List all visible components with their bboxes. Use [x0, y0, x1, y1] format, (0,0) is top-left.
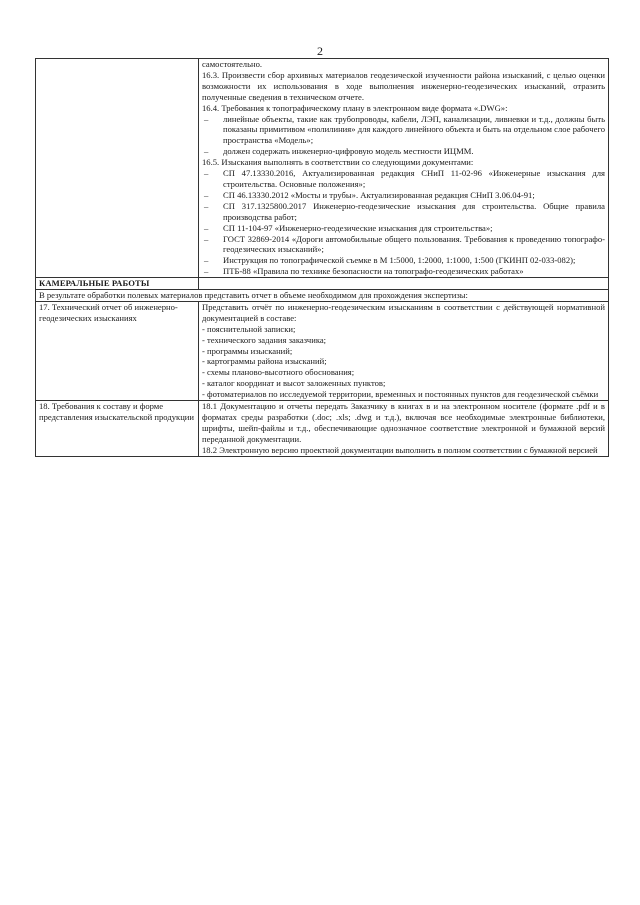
paragraph-16-3: 16.3. Произвести сбор архивных материалов геодезической изученности района изысканий, с целью оценки возможности их использования в ходе выполнения инженерно-геодезических изысканий, отразить полученные сведения в техническом отчете. — [202, 69, 605, 102]
list-item-text: линейные объекты, такие как трубопроводы, кабели, ЛЭП, канализации, ливневки и т.д., должны быть показаны примитивом «полилиния» для каждого линейного объекта и быть на отдельном слое рабочего пространства «Модель»; — [223, 113, 605, 146]
row-18-content — [199, 401, 609, 457]
paragraph-18-1: 18.1 Документацию и отчеты передать Заказчику в книгах в и на электронном носителе (формате .pdf и в форматах среды разработки (.doc; .xls; .dwg и т.д.), включая все необходимые электронные библиотеки, шрифты, шейп-файлы и т.д., обеспечивающие однозначное соответствие электронной и бумажной версий переданной документации. — [202, 401, 605, 444]
list-item — [202, 266, 605, 277]
paragraph-18-2: 18.2 Электронную версию проектной документации выполнить в полном соответствии с бумажной версией — [202, 444, 598, 455]
list-item-text: ГОСТ 32869-2014 «Дороги автомобильные общего пользования. Требования к проведению топографо-геодезических изысканий»; — [223, 233, 605, 255]
list-item-text: СП 46.13330.2012 «Мосты и трубы». Актуализированная редакция СНиП 3.06.04-91; — [223, 189, 535, 200]
list-item: - каталог координат и высот заложенных пунктов; — [202, 378, 386, 389]
dash-marker: – — [204, 189, 209, 200]
list-item-text: должен содержать инженерно-цифровую модель местности ИЦММ. — [223, 146, 474, 157]
content-cell-16 — [199, 59, 609, 278]
list-item-text: Инструкция по топографической съемке в М 1:5000, 1:2000, 1:1000, 1:500 (ГКИНП 02-033-082); — [223, 255, 576, 266]
requirements-table — [35, 58, 609, 457]
list-item-text: ПТБ-88 «Правила по технике безопасности на топографо-геодезических работах» — [223, 266, 524, 277]
dash-marker: – — [204, 266, 209, 277]
list-item-text: СП 47.13330.2016, Актуализированная редакция СНиП 11-02-96 «Инженерные изыскания для строительства. Основные положения»; — [223, 168, 605, 189]
row-17-intro: Представить отчёт по инженерно-геодезическим изысканиям в соответствии с действующей нормативной документацией в составе: — [202, 301, 605, 323]
list-item — [202, 255, 605, 266]
dash-marker: – — [204, 168, 209, 179]
paragraph-continued: самостоятельно. — [202, 59, 263, 69]
dash-marker: – — [204, 146, 209, 157]
table-row-section — [36, 278, 609, 290]
dash-marker: – — [204, 233, 209, 244]
paragraph-16-5: 16.5. Изыскания выполнять в соответствии со следующими документами: — [202, 157, 474, 168]
list-item: - фотоматериалов по исследуемой территории, временных и постоянных пунктов для геодезической съёмки — [202, 389, 599, 400]
section-title-empty-cell — [199, 278, 609, 290]
table-row-17 — [36, 301, 609, 400]
list-item: - пояснительной записки; — [202, 323, 296, 334]
dash-marker: – — [204, 222, 209, 233]
page-number: 2 — [317, 44, 323, 58]
table-row-continuation — [36, 59, 609, 278]
list-item: - схемы планово-высотного обоснования; — [202, 367, 355, 378]
list-item — [202, 146, 605, 157]
list-item — [202, 168, 605, 190]
section-title: КАМЕРАЛЬНЫЕ РАБОТЫ — [36, 278, 199, 290]
list-item — [202, 190, 605, 201]
list-item — [202, 223, 605, 234]
list-item — [202, 114, 605, 147]
row-18-label: 18. Требования к составу и форме представления изыскательской продукции — [36, 401, 199, 457]
row-17-content — [199, 301, 609, 400]
dash-marker: – — [204, 255, 209, 266]
dash-marker: – — [204, 200, 209, 211]
list-item-text: СП 11-104-97 «Инженерно-геодезические изыскания для строительства»; — [223, 222, 493, 233]
list-item: - технического задания заказчика; — [202, 334, 327, 345]
label-cell-empty — [36, 59, 199, 278]
list-item-text: СП 317.1325800.2017 Инженерно-геодезические изыскания для строительства. Общие правила производства работ; — [223, 200, 605, 222]
paragraph-16-4: 16.4. Требования к топографическому плану в электронном виде формата «.DWG»: — [202, 102, 508, 113]
table-row-section-note — [36, 290, 609, 302]
list-item — [202, 234, 605, 256]
list-item: - программы изысканий; — [202, 345, 293, 356]
list-item: - картограммы района изысканий; — [202, 356, 327, 367]
dash-marker: – — [204, 113, 209, 124]
table-row-18 — [36, 401, 609, 457]
list-item — [202, 201, 605, 223]
row-17-label: 17. Технический отчет об инженерно-геодезических изысканиях — [36, 301, 199, 400]
section-note: В результате обработки полевых материалов представить отчет в объеме необходимом для прохождения экспертизы: — [36, 290, 609, 302]
